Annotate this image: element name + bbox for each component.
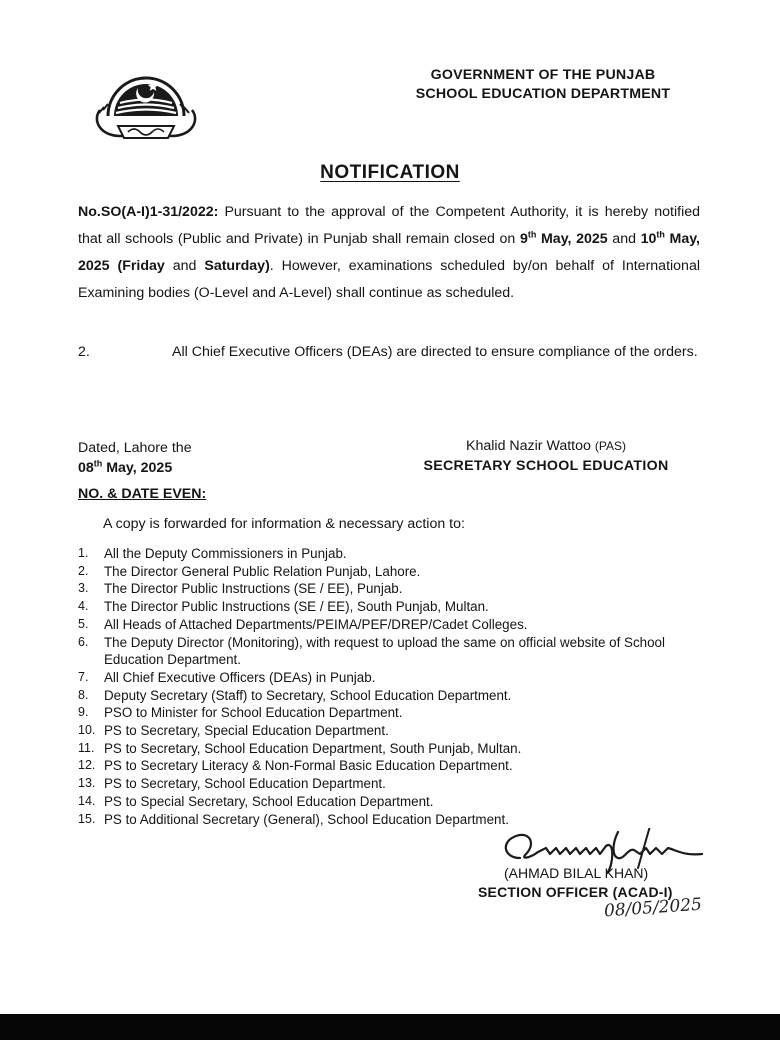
- paragraph-2: [78, 339, 700, 366]
- closure-date-1: [520, 231, 608, 247]
- list-item: [78, 669, 718, 687]
- paragraph-1-text-b: and: [607, 231, 641, 247]
- closure-date-1-suffix: th: [527, 229, 537, 240]
- list-item-text: The Deputy Director (Monitoring), with request to upload the same on official website of School Education Department.: [104, 634, 665, 668]
- list-item-number: 7.: [78, 669, 89, 684]
- document-title: NOTIFICATION: [320, 162, 460, 183]
- list-item: [78, 775, 718, 793]
- dated-month-year: May, 2025: [102, 460, 173, 476]
- list-item: [78, 616, 718, 634]
- list-item: [78, 793, 718, 811]
- secretary-name: Khalid Nazir Wattoo: [466, 438, 595, 454]
- list-item-text: The Director Public Instructions (SE / EE), Punjab.: [104, 581, 403, 597]
- list-item-text: The Director General Public Relation Punjab, Lahore.: [104, 563, 421, 579]
- list-item-text: PS to Secretary, Special Education Department.: [104, 723, 389, 739]
- list-item-text: PS to Special Secretary, School Education Department.: [104, 793, 434, 809]
- list-item-number: 15.: [78, 811, 96, 826]
- closure-date-2-month: May, 2025 (Friday: [78, 231, 701, 274]
- section-officer-designation: SECTION OFFICER (ACAD-I): [478, 884, 673, 900]
- paragraph-1-text-d: . However, examinations scheduled by/on behalf of International Examining bodies (O-Level and A-Level) shall continue as scheduled.: [78, 258, 700, 301]
- list-item-text: PSO to Minister for School Education Department.: [104, 705, 403, 721]
- list-item-number: 2.: [78, 563, 89, 578]
- list-item-number: 5.: [78, 616, 89, 631]
- closure-date-1-month: May, 2025: [536, 231, 608, 247]
- list-item: [78, 757, 718, 775]
- bottom-black-band: [0, 1014, 780, 1040]
- paragraph-1-text-a: Pursuant to the approval of the Competent Authority, it is hereby notified that all schools (Public and Private) in Punjab shall remain closed on: [78, 204, 700, 247]
- list-item-text: The Director Public Instructions (SE / EE), South Punjab, Multan.: [104, 599, 489, 615]
- dated-day: 08: [78, 460, 94, 476]
- list-item-text: All Chief Executive Officers (DEAs) in Punjab.: [104, 669, 376, 685]
- copy-forwarded-intro: A copy is forwarded for information & necessary action to:: [103, 516, 465, 532]
- list-item: [78, 580, 718, 598]
- header-line-1: GOVERNMENT OF THE PUNJAB: [430, 67, 656, 83]
- dated-block: [78, 438, 192, 478]
- list-item-text: All Heads of Attached Departments/PEIMA/PEF/DREP/Cadet Colleges.: [104, 616, 528, 632]
- reference-number: No.SO(A-I)1-31/2022:: [78, 204, 219, 220]
- paragraph-2-number: 2.: [78, 344, 90, 360]
- list-item-number: 13.: [78, 776, 96, 791]
- header-line-2: SCHOOL EDUCATION DEPARTMENT: [415, 86, 671, 102]
- secretary-name-line: [398, 436, 694, 456]
- list-item: [78, 740, 718, 758]
- handwritten-date: 08/05/2025: [603, 894, 703, 922]
- closure-date-2-day: 10: [640, 231, 657, 247]
- dated-date: [78, 458, 192, 478]
- closure-date-2-suffix: th: [656, 229, 665, 240]
- document-title-wrap: [0, 162, 780, 184]
- list-item-number: 6.: [78, 634, 89, 649]
- paragraph-2-text: All Chief Executive Officers (DEAs) are directed to ensure compliance of the orders.: [172, 344, 698, 360]
- closure-day-2: Saturday): [204, 258, 270, 274]
- list-item-number: 9.: [78, 705, 89, 720]
- list-item-number: 14.: [78, 793, 96, 808]
- secretary-service-suffix: (PAS): [594, 439, 626, 453]
- government-header: [398, 66, 688, 104]
- list-item: [78, 704, 718, 722]
- list-item-text: PS to Additional Secretary (General), School Education Department.: [104, 811, 509, 827]
- list-item-number: 3.: [78, 581, 89, 596]
- list-item-text: All the Deputy Commissioners in Punjab.: [104, 546, 347, 561]
- list-item-text: PS to Secretary Literacy & Non-Formal Basic Education Department.: [104, 758, 513, 774]
- list-item: [78, 634, 718, 669]
- list-item-number: 4.: [78, 599, 89, 614]
- list-item-text: Deputy Secretary (Staff) to Secretary, School Education Department.: [104, 687, 512, 703]
- secretary-signatory: [398, 436, 694, 476]
- no-date-even-heading: NO. & DATE EVEN:: [78, 486, 207, 502]
- list-item-number: 8.: [78, 687, 89, 702]
- list-item: [78, 563, 718, 581]
- list-item: [78, 687, 718, 705]
- list-item-text: PS to Secretary, School Education Department, South Punjab, Multan.: [104, 740, 522, 756]
- distribution-list: [78, 545, 718, 828]
- list-item: [78, 722, 718, 740]
- punjab-government-emblem-icon: [94, 66, 198, 144]
- section-officer-name: (AHMAD BILAL KHAN): [504, 865, 649, 881]
- list-item: [78, 598, 718, 616]
- list-item: [78, 811, 718, 829]
- list-item-number: 1.: [78, 546, 89, 560]
- list-item-number: 10.: [78, 723, 96, 738]
- list-item: [78, 545, 718, 563]
- paragraph-1: [78, 199, 700, 307]
- list-item-number: 12.: [78, 758, 96, 773]
- closure-date-1-day: 9: [519, 231, 528, 247]
- paragraph-1-text-c: and: [164, 258, 205, 274]
- list-item-text: PS to Secretary, School Education Department.: [104, 776, 386, 792]
- dated-day-suffix: th: [93, 458, 103, 469]
- dated-place: Dated, Lahore the: [78, 440, 192, 456]
- secretary-designation: SECRETARY SCHOOL EDUCATION: [423, 458, 669, 474]
- list-item-number: 11.: [78, 740, 95, 755]
